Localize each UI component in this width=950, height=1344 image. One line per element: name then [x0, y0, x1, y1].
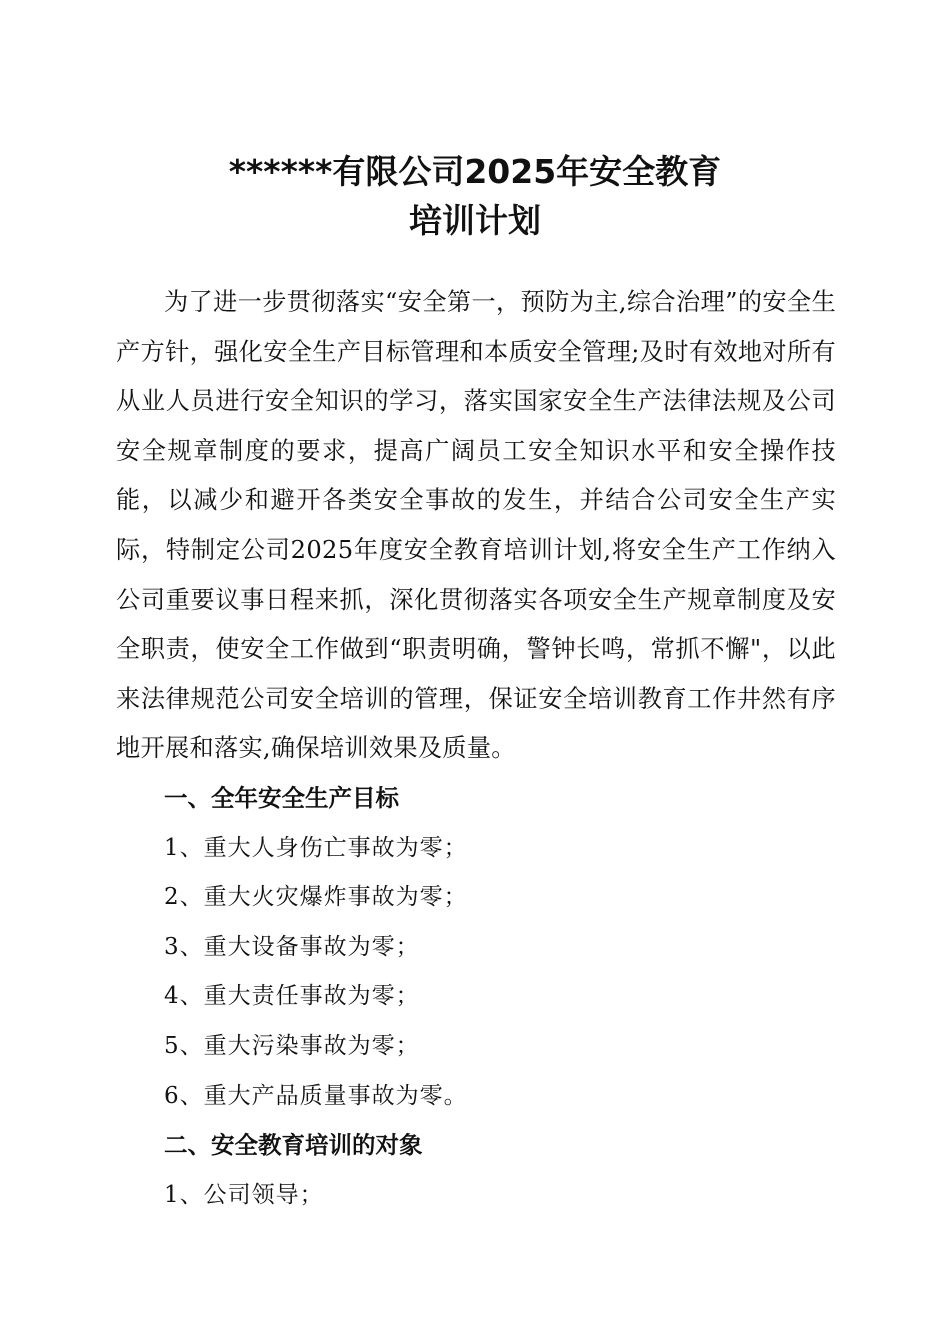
section-heading-goals: 一、全年安全生产目标: [164, 783, 399, 812]
section-heading-training-targets: 二、安全教育培训的对象: [164, 1131, 423, 1160]
list-item: 3、重大设备事故为零；: [164, 933, 420, 960]
list-item: 4、重大责任事故为零；: [164, 983, 420, 1010]
list-item: 1、公司领导；: [164, 1181, 324, 1208]
document-title-line-1: ******有限公司2025年安全教育: [228, 152, 722, 191]
list-item: 6、重大产品质量事故为零。: [164, 1082, 468, 1109]
document-body: [116, 278, 836, 1220]
list-item: 1、重大人身伤亡事故为零；: [164, 834, 468, 861]
intro-paragraph: 为了进一步贯彻落实“安全第一，预防为主,综合治理”的安全生产方针，强化安全生产目标管理和本质安全管理;及时有效地对所有从业人员进行安全知识的学习，落实国家安全生产法律法规及公司安全规章制度的要求，提高广阔员工安全知识水平和安全操作技能，以减少和避开各类安全事故的发生，并结合公司安全生产实际，特制定公司2025年度安全教育培训计划,将安全生产工作纳入公司重要议事日程来抓，深化贯彻落实各项安全生产规章制度及安全职责，使安全工作做到“职责明确，警钟长鸣，常抓不懈"，以此来法律规范公司安全培训的管理，保证安全培训教育工作井然有序地开展和落实,确保培训效果及质量。: [116, 288, 836, 763]
document-title-line-2: 培训计划: [409, 201, 541, 240]
list-item: 5、重大污染事故为零；: [164, 1032, 420, 1059]
list-item: 2、重大火灾爆炸事故为零；: [164, 884, 468, 911]
